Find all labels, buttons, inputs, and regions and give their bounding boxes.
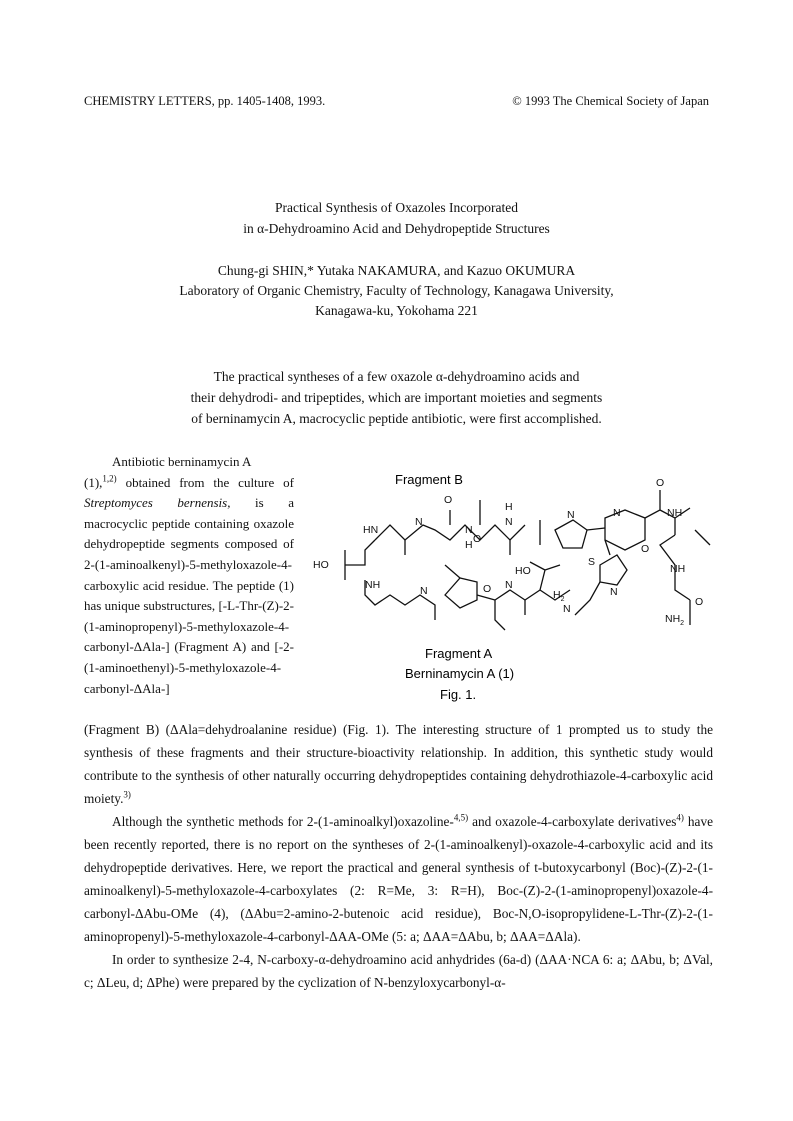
atom-nh-2: NH bbox=[670, 563, 686, 575]
label-fragment-a: Fragment A bbox=[425, 646, 493, 661]
atom-nh-1: NH bbox=[667, 507, 683, 519]
atom-labels bbox=[313, 477, 703, 627]
body-paragraph-3: In order to synthesize 2-4, N-carboxy-α-dehydroamino acid anhydrides (6a-d) (ΔAA·NCA 6: a; ΔAbu, b; ΔVal, c; ΔLeu, d; ΔPhe) were prepared by the cyclization of N-benzyloxycarbonyl-α- bbox=[84, 952, 713, 990]
abstract-line-1: The practical syntheses of a few oxazole α-dehydroamino acids and bbox=[213, 369, 580, 384]
author-names: Chung-gi SHIN,* Yutaka NAKAMURA, and Kazuo OKUMURA bbox=[217, 263, 576, 278]
oxazole-ring-top bbox=[555, 520, 587, 548]
atom-o-3: O bbox=[641, 543, 650, 555]
affiliation: Laboratory of Organic Chemistry, Faculty of Technology, Kanagawa University, bbox=[179, 283, 614, 298]
compound-ref: (1), bbox=[84, 474, 103, 490]
intro-paragraph bbox=[84, 473, 294, 700]
abstract-line-2: their dehydrodi- and tripeptides, which are important moieties and segments bbox=[190, 390, 603, 405]
body-paragraph-1 bbox=[84, 718, 713, 810]
atom-o-4: O bbox=[695, 596, 704, 608]
intro-line-2: obtained from the culture of bbox=[116, 474, 294, 490]
intro-rest: is a macrocyclic peptide containing oxazole dehydropeptide segments composed of 2-(1-aminoalkenyl)-5-methyloxazole-4-carboxylic acid residue. The peptide (1) has unique substructures, [-L-Thr-(Z)-2-(1-aminopropenyl)-5-methyloxazole-4-carbonyl-ΔAla-] (Fragment A) and [-2-(1-aminoethenyl)-5-methyloxazole-4-carbonyl-ΔAla-] bbox=[84, 495, 294, 696]
ref-3: 3) bbox=[123, 789, 131, 800]
atom-h-1: H bbox=[465, 539, 473, 551]
atom-o-2: O bbox=[656, 477, 665, 489]
main-body-text bbox=[84, 718, 713, 994]
atom-h-2: H bbox=[505, 501, 513, 513]
berninamycin-structure-figure bbox=[305, 470, 720, 710]
atom-s: S bbox=[588, 556, 596, 568]
bond-left-side bbox=[345, 540, 375, 580]
atom-n-5: N bbox=[613, 507, 621, 519]
title-line-2: in α-Dehydroamino Acid and Dehydropeptide Structures bbox=[243, 221, 550, 236]
abstract-line-3: of berninamycin A, macrocyclic peptide antibiotic, were first accomplished. bbox=[191, 411, 602, 426]
bond-top-chain bbox=[375, 525, 525, 540]
atom-ho-2: HO bbox=[515, 565, 531, 577]
atom-nh-3: NH bbox=[365, 579, 381, 591]
body-p2c-text: have been recently reported, there is no report on the syntheses of 2-(1-aminoalkenyl)-oxazole-4-carboxylic acid and its dehydropeptide derivatives. Here, we report the practical and general synthesis of t-butoxycarbonyl (Boc)-(Z)-2-(1-aminoalkenyl)-5-methyloxazole-4-carboxylates (2: R=Me, 3: R=H), Boc-(Z)-2-(1-aminopropenyl)oxazole-4-carbonyl-ΔAbu-OMe (4), (ΔAbu=2-amino-2-butenoic acid residue), Boc-N,O-isopropylidene-L-Thr-(Z)-2-(1-aminopropenyl)-5-methyloxazole-4-carbonyl-ΔAA-OMe (5: a; ΔAA=ΔAbu, b; ΔAA=ΔAla). bbox=[84, 814, 713, 944]
label-fragment-b: Fragment B bbox=[395, 472, 463, 487]
bond-thr-side bbox=[530, 562, 560, 590]
atom-n-8: N bbox=[505, 579, 513, 591]
journal-citation: CHEMISTRY LETTERS, pp. 1405-1408, 1993. bbox=[84, 94, 326, 108]
author-block bbox=[0, 261, 793, 321]
ref-1-2: 1,2) bbox=[102, 473, 117, 484]
atom-n-9: N bbox=[563, 603, 571, 615]
atom-n-3: N bbox=[505, 516, 513, 528]
atom-o-6: O bbox=[473, 533, 482, 545]
atom-n-4: N bbox=[567, 509, 575, 521]
atom-hn: HN bbox=[363, 524, 379, 536]
address: Kanagawa-ku, Yokohama 221 bbox=[315, 303, 478, 318]
copyright-notice: © 1993 The Chemical Society of Japan bbox=[512, 94, 709, 108]
paper-title bbox=[0, 197, 793, 239]
ref-4-5: 4,5) bbox=[453, 812, 469, 823]
body-paragraph-2 bbox=[84, 810, 713, 948]
oxazole-ring-lower bbox=[445, 578, 477, 608]
atom-nh2: $NH_2$ bbox=[665, 613, 685, 627]
thiazole-ring bbox=[600, 555, 627, 585]
body-p2b-text: and oxazole-4-carboxylate derivatives bbox=[468, 814, 677, 829]
intro-line-1: Antibiotic berninamycin A bbox=[112, 454, 252, 469]
bond-right-methylene bbox=[695, 530, 710, 545]
bond-methyl-lower bbox=[445, 565, 460, 578]
bond-thiazole-lower bbox=[575, 582, 600, 615]
body-p2a-text: Although the synthetic methods for 2-(1-aminoalkyl)oxazoline- bbox=[112, 814, 454, 829]
body-p1-text: (Fragment B) (ΔAla=dehydroalanine residue) (Fig. 1). The interesting structure of 1 prompted us to study the synthesis of these fragments and their structure-bioactivity relationship. In addition, this synthetic study would contribute to the synthesis of other naturally occurring dehydropeptides containing dehydrothiazole-4-carboxylic acid moiety. bbox=[84, 722, 713, 806]
bond-right-lower bbox=[660, 535, 690, 625]
label-compound: Berninamycin A (1) bbox=[405, 666, 515, 681]
atom-h2: $H_2$ bbox=[553, 589, 565, 603]
bond-pyridine-link bbox=[587, 528, 605, 530]
atom-ho-1: HO bbox=[313, 559, 329, 571]
pyridine-ring bbox=[605, 510, 645, 550]
abstract bbox=[0, 366, 793, 429]
ref-4: 4) bbox=[676, 812, 684, 823]
figure-caption: Fig. 1. bbox=[440, 687, 477, 702]
atom-n-1: N bbox=[415, 516, 423, 528]
atom-o-1: O bbox=[444, 494, 453, 506]
title-line-1: Practical Synthesis of Oxazoles Incorporated bbox=[275, 200, 518, 215]
atom-o-5: O bbox=[483, 583, 492, 595]
atom-n-2: N bbox=[465, 524, 473, 536]
atom-n-7: N bbox=[420, 585, 428, 597]
atom-n-6: N bbox=[610, 586, 618, 598]
structure-bonds bbox=[345, 490, 710, 630]
species-name: Streptomyces bernensis, bbox=[84, 495, 231, 511]
intro-left-column bbox=[84, 452, 294, 699]
